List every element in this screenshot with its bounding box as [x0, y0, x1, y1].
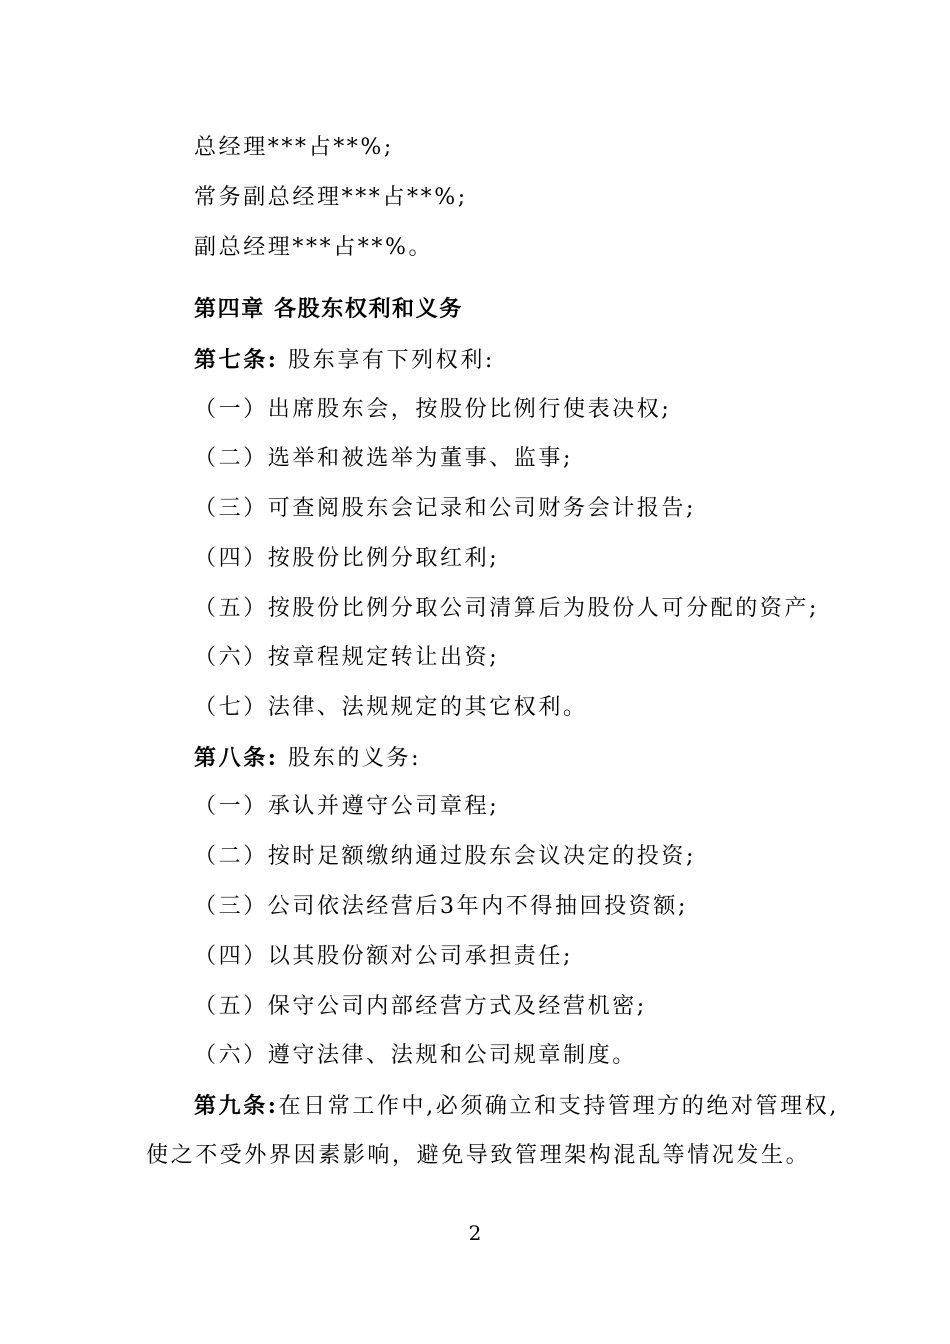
article-7-item: （六）按章程规定转让出资;: [194, 645, 500, 670]
share-line-executive-deputy-manager: 常务副总经理***占**%;: [194, 185, 468, 210]
article-8-label: 第八条:: [194, 745, 279, 771]
share-line-general-manager: 总经理***占**%;: [194, 135, 394, 160]
article-9-text-line-2: 使之不受外界因素影响，避免导致管理架构混乱等情况发生。: [146, 1143, 811, 1168]
chapter-heading: 第四章 各股东权利和义务: [194, 296, 463, 322]
article-8-item: （二）按时足额缴纳通过股东会议决定的投资;: [194, 844, 697, 869]
article-8-text: 股东的义务:: [278, 746, 422, 771]
article-7-item: （一）出席股东会，按股份比例行使表决权;: [194, 397, 672, 422]
article-8-item: （四）以其股份额对公司承担责任;: [194, 944, 574, 969]
page-number: 2: [468, 1221, 482, 1245]
article-7-item: （二）选举和被选举为董事、监事;: [194, 446, 574, 471]
article-7-text: 股东享有下列权利:: [278, 348, 495, 373]
article-7-item: （四）按股份比例分取红利;: [194, 546, 500, 571]
article-8-item: （五）保守公司内部经营方式及经营机密;: [194, 994, 647, 1019]
article-8-item: （一）承认并遵守公司章程;: [194, 794, 500, 819]
share-line-deputy-manager: 副总经理***占**%。: [194, 235, 434, 260]
article-9-label: 第九条:: [194, 1093, 279, 1119]
article-8-item: （三）公司依法经营后3年内不得抽回投资额;: [194, 894, 689, 919]
article-7-label: 第七条:: [194, 347, 279, 373]
article-9-text-line-1: 在日常工作中,必须确立和支持管理方的绝对管理权,: [278, 1094, 839, 1119]
article-7-item: （三）可查阅股东会记录和公司财务会计报告;: [194, 496, 697, 521]
article-7-paragraph: [194, 345, 495, 376]
article-8-paragraph: [194, 743, 421, 774]
article-7-item: （七）法律、法规规定的其它权利。: [194, 695, 588, 720]
article-8-item: （六）遵守法律、法规和公司规章制度。: [194, 1043, 637, 1068]
article-7-item: （五）按股份比例分取公司清算后为股份人可分配的资产;: [194, 596, 820, 621]
article-9-paragraph: [194, 1091, 839, 1122]
